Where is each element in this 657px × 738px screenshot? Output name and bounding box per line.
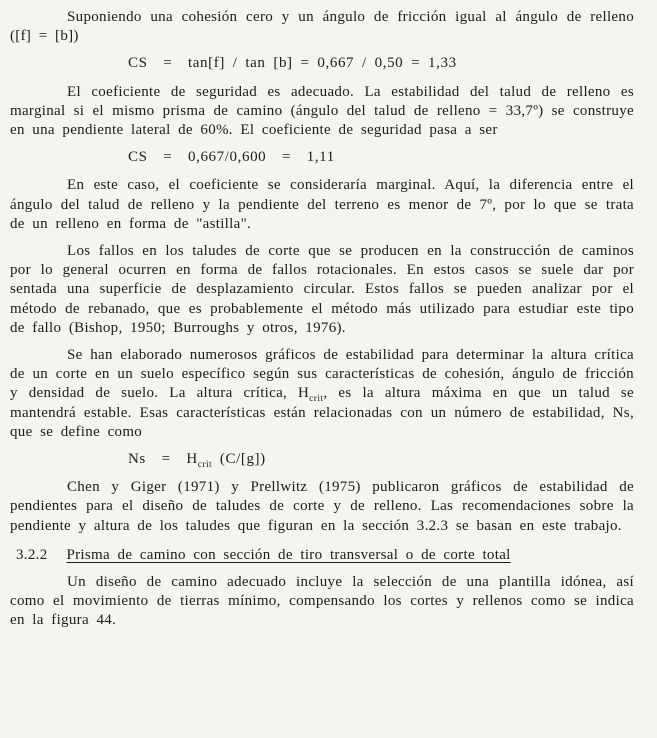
- paragraph-stability-charts-text-after: , es la altura máxima en que un talud se mantendrá estable. Esas características están relacionadas con un número de estabilidad, Ns, que se define como: [10, 385, 634, 440]
- subscript-crit: crit: [309, 394, 324, 405]
- paragraph-cohesion-assumption: Suponiendo una cohesión cero y un ángulo de fricción igual al ángulo de relleno ([f] = [b]): [10, 9, 634, 45]
- formula-stability-number-rhs: (C/[g]): [212, 451, 266, 468]
- formula-stability-number: [10, 450, 634, 469]
- section-number: 3.2.2: [16, 546, 48, 563]
- paragraph-safety-factor-marginal: El coeficiente de seguridad es adecuado. La estabilidad del talud de relleno es marginal si el mismo prisma de camino (ángulo del talud de relleno = 33,7º) se construye en una pendiente lateral de 60%. El coeficiente de seguridad pasa a ser: [10, 83, 634, 139]
- paragraph-stability-charts: [10, 346, 634, 442]
- formula-cs-ratio: CS = 0,667/0,600 = 1,11: [128, 149, 335, 166]
- paragraph-coefficient-marginal: En este caso, el coeficiente se consideraría marginal. Aquí, la diferencia entre el ángulo del talud de relleno y la pendiente del terreno es menor de 7º, por lo que se trata de un relleno en forma de "astilla".: [10, 177, 634, 232]
- paragraph-rotational-failures: Los fallos en los taludes de corte que se producen en la construcción de caminos por lo general ocurren en forma de fallos rotacionales. En estos casos se suele dar por sentada una superficie de desplazamiento circular. Estos fallos se pueden analizar por el método de rebanado, que es probablemente el método más utilizado para estudiar este tipo de fallo (Bishop, 1950; Burroughs y otros, 1976).: [10, 243, 634, 336]
- section-heading: [10, 546, 634, 565]
- formula-cs-tangent: CS = tan[f] / tan [b] = 0,667 / 0,50 = 1,33: [128, 55, 457, 72]
- paragraph-stability-charts-text: Se han elaborado numerosos gráficos de estabilidad para determinar la altura crítica de un corte en un suelo específico según sus características de cohesión, ángulo de fricción y densidad de suelo. La altura crítica, H: [10, 347, 634, 402]
- section-title: Prisma de camino con sección de tiro transversal o de corte total: [66, 546, 511, 563]
- paragraph-road-design: Un diseño de camino adecuado incluye la selección de una plantilla idónea, así como el movimiento de tierras mínimo, compensando los cortes y rellenos como se indica en la figura 44.: [10, 574, 634, 629]
- formula-stability-number-lhs: Ns = H: [128, 451, 198, 468]
- paragraph-chen-giger-references: Chen y Giger (1971) y Prellwitz (1975) publicaron gráficos de estabilidad de pendientes para el diseño de taludes de corte y de relleno. Las recomendaciones sobre la pendiente y altura de los taludes que figuran en la sección 3.2.3 se basan en este trabajo.: [10, 479, 634, 534]
- subscript-crit: crit: [197, 460, 213, 471]
